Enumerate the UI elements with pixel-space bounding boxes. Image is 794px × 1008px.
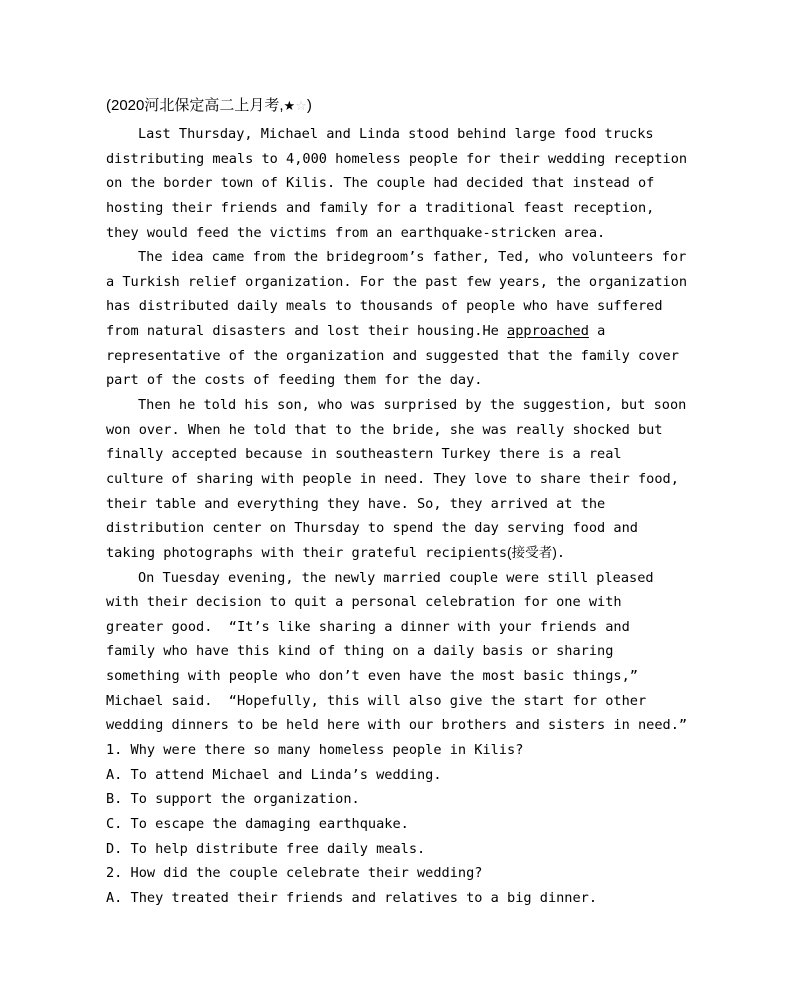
answer-option: B. To support the organization. [106,791,360,808]
passage-line: they would feed the victims from an earthquake-stricken area. [106,224,606,241]
passage-text: a [588,323,606,340]
passage-line: Last Thursday, Michael and Linda stood behind large food trucks [138,126,654,142]
answer-option: A. They treated their friends and relatives to a big dinner. [106,889,598,906]
source-suffix: ) [306,97,312,114]
source-prefix: (2020河北保定高二上月考, [106,97,284,114]
passage-line: their table and everything they have. So, they arrived at the [106,495,606,512]
passage-line: distribution center on Thursday to spend the day serving food and [106,520,638,537]
passage-line: culture of sharing with people in need. They love to share their food, [106,470,679,487]
passage-and-questions [106,122,696,911]
passage-line: greater good. “It’s like sharing a dinner with your friends and [106,618,630,635]
difficulty-star-empty-icon: ☆ [295,98,307,113]
source-note [106,96,312,116]
passage-text: from natural disasters and lost their housing. [106,323,483,340]
passage-line: part of the costs of feeding them for the day. [106,372,483,389]
chinese-gloss: (接受者) [507,544,557,560]
difficulty-star-filled-icon: ★ [283,98,296,113]
passage-line: something with people who don’t even have the most basic things,” [106,668,638,685]
passage-line [106,319,696,344]
answer-option: D. To help distribute free daily meals. [106,840,426,857]
passage-line: The idea came from the bridegroom’s father, Ted, who volunteers for [138,249,687,266]
passage-text: taking photographs with their grateful recipients [106,544,508,561]
passage-line: on the border town of Kilis. The couple had decided that instead of [106,175,655,192]
passage-line: has distributed daily meals to thousands of people who have suffered [106,298,663,315]
passage-line: hosting their friends and family for a traditional feast reception, [106,199,655,216]
passage-line: a Turkish relief organization. For the past few years, the organization [106,273,688,290]
passage-line: representative of the organization and suggested that the family cover [106,347,679,364]
answer-option: C. To escape the damaging earthquake. [106,815,409,832]
passage-line: with their decision to quit a personal celebration for one with [106,594,622,611]
passage-line: distributing meals to 4,000 homeless people for their wedding reception [106,150,688,167]
answer-option: A. To attend Michael and Linda’s wedding. [106,766,442,783]
question-stem: 1. Why were there so many homeless people in Kilis? [106,742,524,759]
question-stem: 2. How did the couple celebrate their wedding? [106,865,483,882]
passage-line: wedding dinners to be held here with our brothers and sisters in need.” [106,717,688,734]
passage-line [106,541,696,566]
passage-text: . [556,544,566,561]
passage-line: Then he told his son, who was surprised by the suggestion, but soon [138,397,687,414]
passage-line: Michael said. “Hopefully, this will also give the start for other [106,692,647,709]
passage-line: On Tuesday evening, the newly married couple were still pleased [138,569,654,586]
passage-text: He [482,323,508,340]
underlined-word: approached [507,323,589,340]
passage-line: won over. When he told that to the bride, she was really shocked but [106,421,663,438]
passage-line: family who have this kind of thing on a daily basis or sharing [106,643,614,660]
passage-line: finally accepted because in southeastern Turkey there is a real [106,446,622,463]
